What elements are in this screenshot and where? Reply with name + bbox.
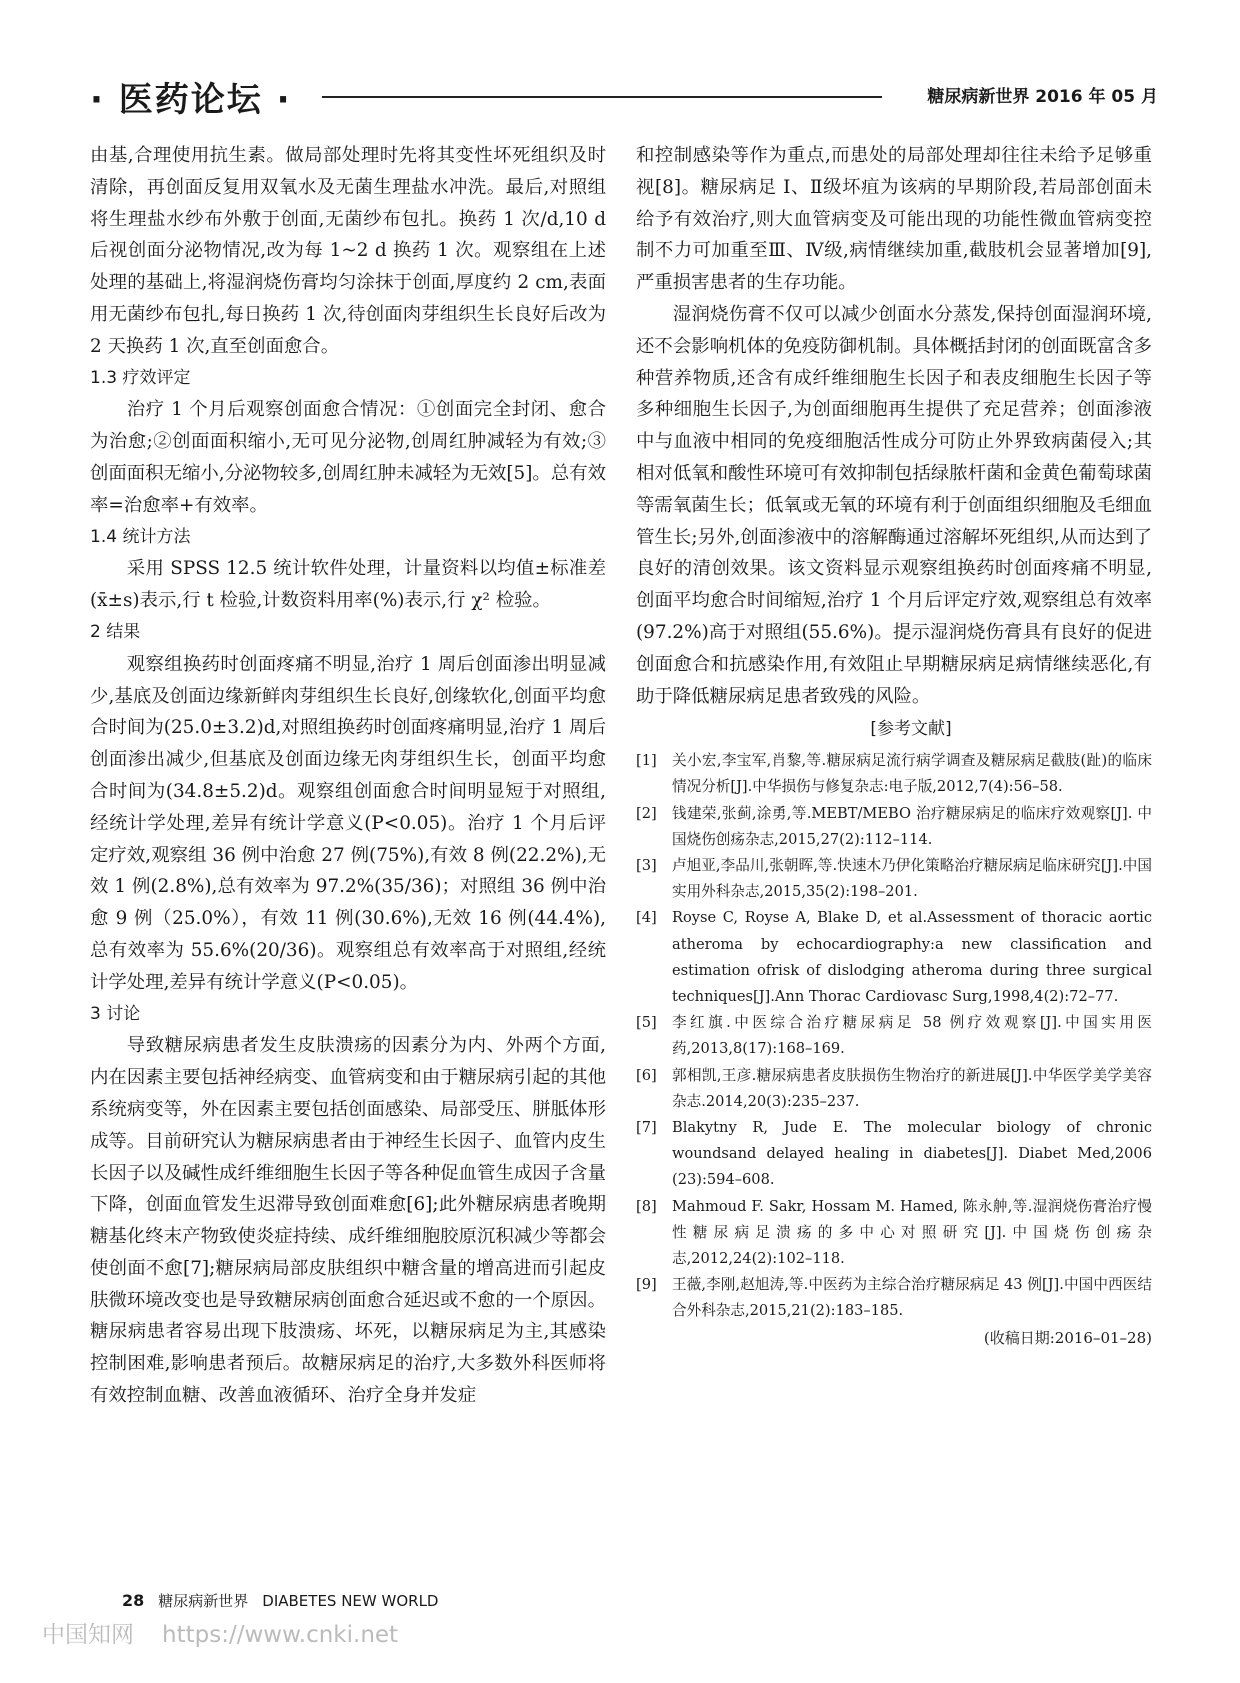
watermark-brand: 中国知网 [42,1622,134,1648]
right-column [636,140,1152,1351]
footer-journal-en: DIABETES NEW WORLD [262,1592,439,1610]
paragraph: 湿润烧伤膏不仅可以减少创面水分蒸发,保持创面湿润环境,还不会影响机体的免疫防御机制。具体概括封闭的创面既富含多种营养物质,还含有成纤维细胞生长因子和表皮细胞生长因子等多种细胞生长因子,为创面细胞再生提供了充足营养；创面渗液中与血液中相同的免疫细胞活性成分可防止外界致病菌侵入;其相对低氧和酸性环境可有效抑制包括绿脓杆菌和金黄色葡萄球菌等需氧菌生长；低氧或无氧的环境有利于创面组织细胞及毛细血管生长;另外,创面渗液中的溶解酶通过溶解坏死组织,从而达到了良好的清创效果。该文资料显示观察组换药时创面疼痛不明显,创面平均愈合时间缩短,治疗 1 个月后评定疗效,观察组总有效率(97.2%)高于对照组(55.6%)。提示湿润烧伤膏具有良好的促进创面愈合和抗感染作用,有效阻止早期糖尿病足病情继续恶化,有助于降低糖尿病足患者致残的风险。 [636,303,1152,707]
reference-item: [4] Royse C, Royse A, Blake D, et al.Assessment of thoracic aortic atheroma by echocardiography:a new classification and estimation ofrisk of dislodging atheroma during three surgical techniques[J].Ann Thorac Cardiovasc Surg,1998,4(2):72–77. [636,909,1152,1005]
paragraph: 观察组换药时创面疼痛不明显,治疗 1 周后创面渗出明显减少,基底及创面边缘新鲜肉芽组织生长良好,创缘软化,创面平均愈合时间为(25.0±3.2)d,对照组换药时创面疼痛明显,治疗 1 周后创面渗出减少,但基底及创面边缘无肉芽组织生长，创面平均愈合时间为(34.8±5.2)d。观察组创面愈合时间明显短于对照组,经统计学处理,差异有统计学意义(P<0.05)。治疗 1 个月后评定疗效,观察组 36 例中治愈 27 例(75%),有效 8 例(22.2%),无效 1 例(2.8%),总有效率为 97.2%(35/36)；对照组 36 例中治愈 9 例（25.0%），有效 11 例(30.6%),无效 16 例(44.4%),总有效率为 55.6%(20/36)。观察组总有效率高于对照组,经统计学处理,差异有统计学意义(P<0.05)。 [90,653,606,993]
watermark [42,1616,426,1649]
reference-item: [2] 钱建荣,张蓟,涂勇,等.MEBT/MEBO 治疗糖尿病足的临床疗效观察[J]. 中国烧伤创疡杂志,2015,27(2):112–114. [636,804,1152,848]
footer-journal-cn: 糖尿病新世界 [158,1592,249,1610]
reference-item: [1] 关小宏,李宝军,肖黎,等.糖尿病足流行病学调查及糖尿病足截肢(趾)的临床情况分析[J].中华损伤与修复杂志:电子版,2012,7(4):56–58. [636,752,1152,796]
reference-item: [7] Blakytny R, Jude E. The molecular biology of chronic woundsand delayed healing in diabetes[J]. Diabet Med,2006 (23):594–608. [636,1118,1152,1189]
page-footer [122,1590,452,1611]
section-heading: 2 结果 [90,621,141,642]
paragraph: 和控制感染等作为重点,而患处的局部处理却往往未给予足够重视[8]。糖尿病足 Ⅰ、Ⅱ级坏疽为该病的早期阶段,若局部创面未给予有效治疗,则大血管病变及可能出现的功能性微血管病变控制不力可加重至Ⅲ、Ⅳ级,病情继续加重,截肢机会显著增加[9],严重损害患者的生存功能。 [636,145,1152,294]
reference-list [636,748,1152,1324]
reference-item: [6] 郭相凯,王彦.糖尿病患者皮肤损伤生物治疗的新进展[J].中华医学美学美容杂志.2014,20(3):235–237. [636,1066,1152,1110]
paragraph: 导致糖尿病患者发生皮肤溃疡的因素分为内、外两个方面,内在因素主要包括神经病变、血管病变和由于糖尿病引起的其他系统病变等，外在因素主要包括创面感染、局部受压、胼胝体形成等。目前研究认为糖尿病患者由于神经生长因子、血管内皮生长因子以及碱性成纤维细胞生长因子等各种促血管生成因子含量下降，创面血管发生迟滞导致创面难愈[6];此外糖尿病患者晚期糖基化终末产物致使炎症持续、成纤维细胞胶原沉积减少等都会使创面不愈[7];糖尿病局部皮肤组织中糖含量的增高进而引起皮肤微环境改变也是导致糖尿病创面愈合延迟或不愈的一个原因。糖尿病患者容易出现下肢溃疡、坏死，以糖尿病足为主,其感染控制困难,影响患者预后。故糖尿病足的治疗,大多数外科医师将有效控制血糖、改善血液循环、治疗全身并发症 [90,1035,606,1407]
section-heading: 1.3 疗效评定 [90,367,191,388]
section-heading: 3 讨论 [90,1003,141,1024]
left-column [90,140,606,1412]
reference-item: [8] Mahmoud F. Sakr, Hossam M. Hamed, 陈永舯,等.湿润烧伤膏治疗慢性糖尿病足溃疡的多中心对照研究[J].中国烧伤创疡杂志,2012,24(2):102–118. [636,1197,1152,1267]
paragraph: 采用 SPSS 12.5 统计软件处理，计量资料以均值±标准差(x̄±s)表示,行 t 检验,计数资料用率(%)表示,行 χ² 检验。 [90,558,606,612]
reference-item: [5] 李红旗.中医综合治疗糖尿病足 58 例疗效观察[J].中国实用医药,2013,8(17):168–169. [636,1014,1152,1058]
watermark-url: https://www.cnki.net [162,1622,399,1648]
reference-item: [3] 卢旭亚,李品川,张朝晖,等.快速木乃伊化策略治疗糖尿病足临床研究[J].中国实用外科杂志,2015,35(2):198–201. [636,856,1152,901]
received-date: (收稿日期:2016–01–28) [983,1328,1152,1347]
journal-issue: 糖尿病新世界 2016 年 05 月 [927,87,1158,107]
references-heading: [参考文献] [870,719,952,740]
reference-item: [9] 王薇,李刚,赵旭涛,等.中医药为主综合治疗糖尿病足 43 例[J].中国中西医结合外科杂志,2015,21(2):183–185. [636,1276,1152,1320]
paragraph: 由基,合理使用抗生素。做局部处理时先将其变性坏死组织及时清除，再创面反复用双氧水及无菌生理盐水冲洗。最后,对照组将生理盐水纱布外敷于创面,无菌纱布包扎。换药 1 次/d,10 d 后视创面分泌物情况,改为每 1~2 d 换药 1 次。观察组在上述处理的基础上,将湿润烧伤膏均匀涂抹于创面,厚度约 2 cm,表面用无菌纱布包扎,每日换药 1 次,待创面肉芽组织生长良好后改为 2 天换药 1 次,直至创面愈合。 [90,145,606,357]
page-number: 28 [122,1591,145,1610]
section-heading: 1.4 统计方法 [90,526,191,547]
header-rule [322,96,882,98]
section-title: · 医药论坛 · [90,80,292,120]
paragraph: 治疗 1 个月后观察创面愈合情况：①创面完全封闭、愈合为治愈;②创面面积缩小,无可见分泌物,创周红肿减轻为有效;③创面面积无缩小,分泌物较多,创周红肿未减轻为无效[5]。总有效率=治愈率+有效率。 [90,399,606,516]
